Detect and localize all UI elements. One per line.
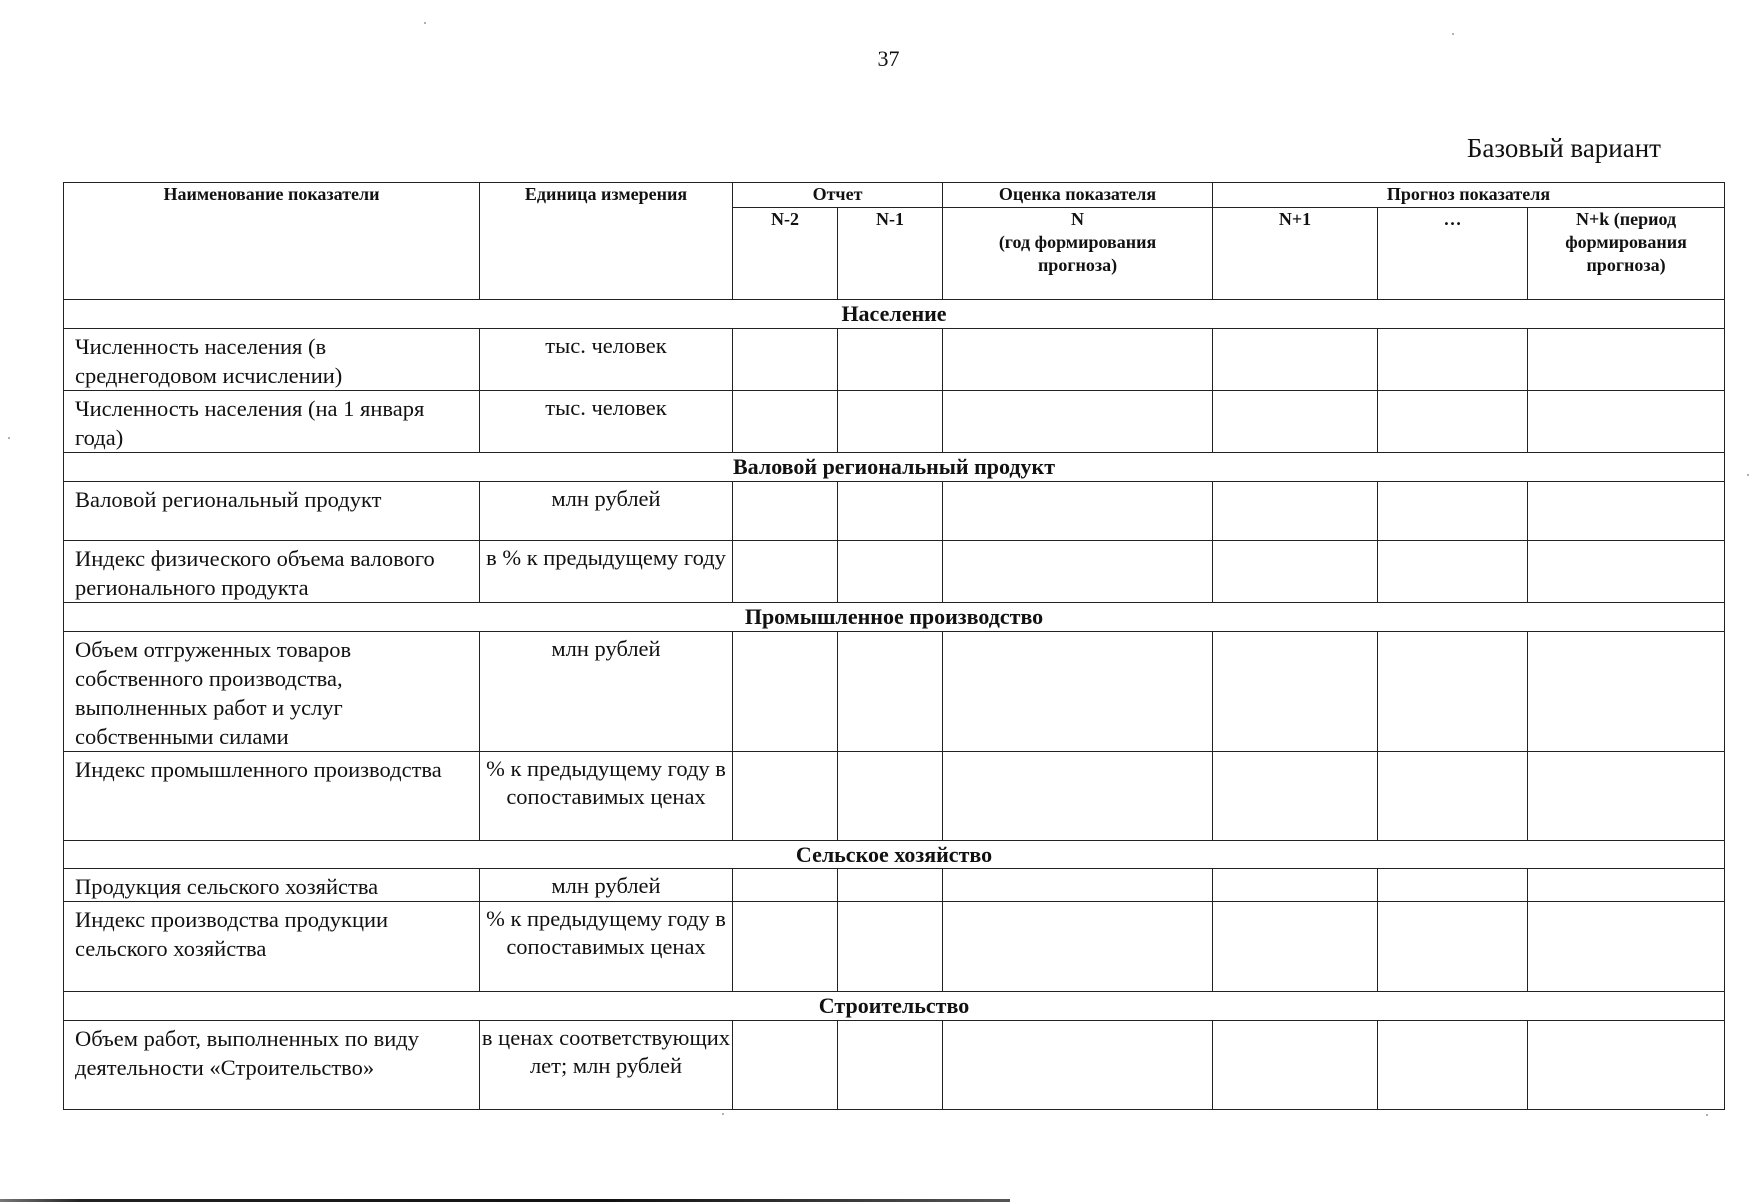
value-n-plus-k-cell <box>1528 329 1725 391</box>
unit-cell: млн рублей <box>480 482 733 541</box>
value-n-minus-2-cell <box>733 902 838 992</box>
value-n-minus-1-cell <box>838 869 943 902</box>
value-n-plus-k-cell <box>1528 391 1725 453</box>
section-title: Сельское хозяйство <box>64 841 1725 869</box>
scan-speck <box>722 1113 724 1115</box>
table-row <box>64 869 1725 902</box>
indicator-name: Объем отгруженных товаров собственного производства, выполненных работ и услуг собственными силами <box>64 632 480 752</box>
indicator-name: Валовой региональный продукт <box>64 482 480 541</box>
header-n-plus-k: N+k (период формирования прогноза) <box>1528 208 1725 300</box>
header-forecast: Прогноз показателя <box>1213 183 1725 208</box>
value-n-plus-k-cell <box>1528 902 1725 992</box>
header-estimate: Оценка показателя <box>943 183 1213 208</box>
table-row <box>64 482 1725 541</box>
value-ellipsis-cell <box>1378 482 1528 541</box>
value-n-minus-2-cell <box>733 632 838 752</box>
section-title: Население <box>64 300 1725 329</box>
section-row <box>64 453 1725 482</box>
value-ellipsis-cell <box>1378 541 1528 603</box>
page-number: 37 <box>877 46 900 71</box>
value-ellipsis-cell <box>1378 902 1528 992</box>
table-row <box>64 329 1725 391</box>
value-n-cell <box>943 541 1213 603</box>
table-row <box>64 752 1725 841</box>
value-n-minus-1-cell <box>838 482 943 541</box>
value-n-minus-1-cell <box>838 1021 943 1110</box>
table-row <box>64 541 1725 603</box>
value-n-minus-1-cell <box>838 902 943 992</box>
header-n-minus-2: N-2 <box>733 208 838 300</box>
table-row <box>64 632 1725 752</box>
indicator-name: Численность населения (в среднегодовом исчислении) <box>64 329 480 391</box>
value-n-minus-1-cell <box>838 632 943 752</box>
unit-cell: тыс. человек <box>480 329 733 391</box>
unit-cell: тыс. человек <box>480 391 733 453</box>
value-n-minus-2-cell <box>733 869 838 902</box>
value-ellipsis-cell <box>1378 869 1528 902</box>
header-n-note: (год формирования прогноза) <box>998 232 1157 275</box>
value-ellipsis-cell <box>1378 329 1528 391</box>
unit-cell: млн рублей <box>480 632 733 752</box>
header-n-main: N <box>1071 209 1085 229</box>
unit-cell: млн рублей <box>480 869 733 902</box>
value-n-plus-k-cell <box>1528 541 1725 603</box>
section-row <box>64 300 1725 329</box>
header-n-plus-1: N+1 <box>1213 208 1378 300</box>
indicators-table <box>63 182 1725 1110</box>
value-n-plus-k-cell <box>1528 482 1725 541</box>
value-n-cell <box>943 391 1213 453</box>
unit-cell: в % к предыдущему году <box>480 541 733 603</box>
value-n-minus-2-cell <box>733 1021 838 1110</box>
value-n-plus-1-cell <box>1213 869 1378 902</box>
indicator-name: Численность населения (на 1 января года) <box>64 391 480 453</box>
section-title: Строительство <box>64 992 1725 1021</box>
variant-label: Базовый вариант <box>1466 133 1661 163</box>
section-row <box>64 603 1725 632</box>
value-n-minus-1-cell <box>838 329 943 391</box>
section-title: Промышленное производство <box>64 603 1725 632</box>
value-n-plus-1-cell <box>1213 632 1378 752</box>
value-n-minus-2-cell <box>733 752 838 841</box>
value-ellipsis-cell <box>1378 632 1528 752</box>
table-row <box>64 1021 1725 1110</box>
value-n-plus-1-cell <box>1213 902 1378 992</box>
value-n-minus-2-cell <box>733 329 838 391</box>
section-row <box>64 992 1725 1021</box>
value-n-plus-k-cell <box>1528 632 1725 752</box>
value-n-cell <box>943 869 1213 902</box>
value-n-cell <box>943 752 1213 841</box>
unit-cell: в ценах соответствующих лет; млн рублей <box>480 1021 733 1110</box>
value-n-cell <box>943 329 1213 391</box>
header-indicator: Наименование показатели <box>64 183 480 300</box>
value-n-minus-1-cell <box>838 541 943 603</box>
scan-speck <box>1747 474 1749 476</box>
table-row <box>64 391 1725 453</box>
value-n-cell <box>943 632 1213 752</box>
value-n-minus-2-cell <box>733 391 838 453</box>
indicator-name: Продукция сельского хозяйства <box>64 869 480 902</box>
unit-cell: % к предыдущему году в сопоставимых ценах <box>480 902 733 992</box>
value-n-plus-k-cell <box>1528 752 1725 841</box>
value-n-plus-1-cell <box>1213 752 1378 841</box>
value-n-minus-1-cell <box>838 391 943 453</box>
value-n-plus-1-cell <box>1213 1021 1378 1110</box>
value-n-minus-1-cell <box>838 752 943 841</box>
value-n-plus-1-cell <box>1213 541 1378 603</box>
value-n-minus-2-cell <box>733 541 838 603</box>
scan-speck <box>1452 33 1454 35</box>
value-n-minus-2-cell <box>733 482 838 541</box>
value-ellipsis-cell <box>1378 1021 1528 1110</box>
scan-speck <box>424 22 426 24</box>
header-report: Отчет <box>733 183 943 208</box>
header-n-minus-1: N-1 <box>838 208 943 300</box>
value-n-plus-1-cell <box>1213 329 1378 391</box>
value-n-cell <box>943 482 1213 541</box>
indicator-name: Индекс производства продукции сельского хозяйства <box>64 902 480 992</box>
value-n-plus-1-cell <box>1213 391 1378 453</box>
value-n-plus-k-cell <box>1528 1021 1725 1110</box>
header-unit: Единица измерения <box>480 183 733 300</box>
table-row <box>64 902 1725 992</box>
scan-speck <box>1706 1114 1708 1116</box>
value-ellipsis-cell <box>1378 391 1528 453</box>
value-n-cell <box>943 902 1213 992</box>
section-title: Валовой региональный продукт <box>64 453 1725 482</box>
unit-cell: % к предыдущему году в сопоставимых ценах <box>480 752 733 841</box>
value-n-cell <box>943 1021 1213 1110</box>
header-row-1 <box>64 183 1725 208</box>
value-n-plus-1-cell <box>1213 482 1378 541</box>
header-ellipsis: … <box>1378 208 1528 300</box>
table-body <box>64 300 1725 1110</box>
indicator-name: Индекс физического объема валового регионального продукта <box>64 541 480 603</box>
indicator-name: Объем работ, выполненных по виду деятельности «Строительство» <box>64 1021 480 1110</box>
section-row <box>64 841 1725 869</box>
indicator-name: Индекс промышленного производства <box>64 752 480 841</box>
value-n-plus-k-cell <box>1528 869 1725 902</box>
value-ellipsis-cell <box>1378 752 1528 841</box>
header-n <box>943 208 1213 300</box>
scan-speck <box>8 437 10 439</box>
